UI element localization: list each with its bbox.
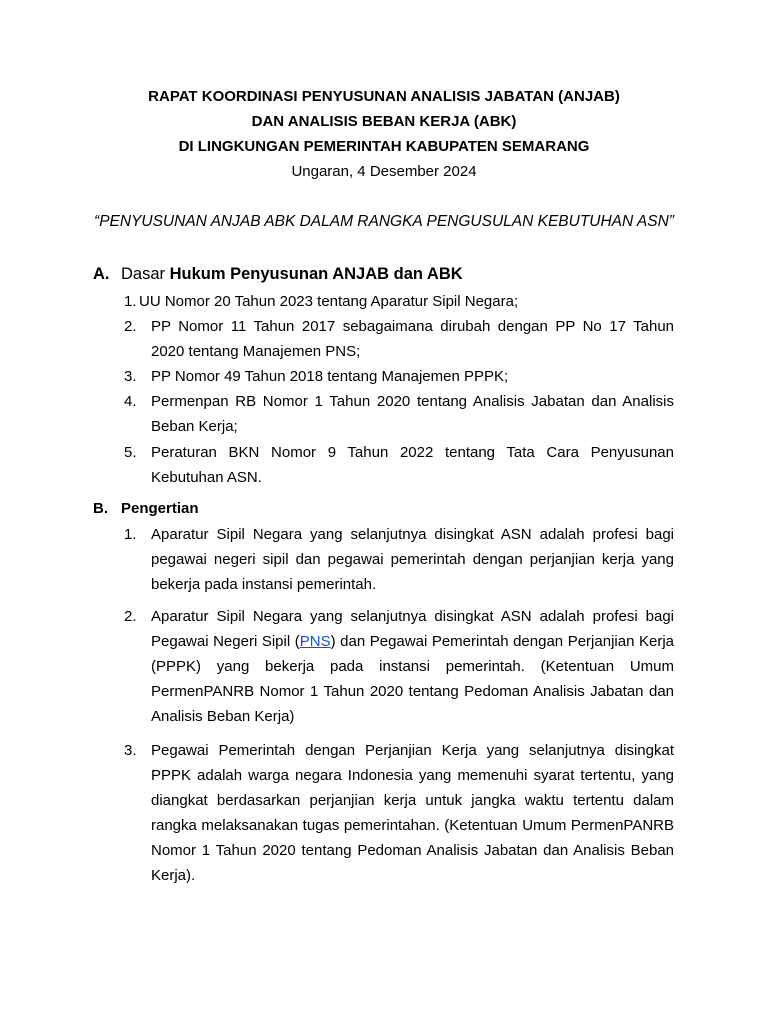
title-line-1: RAPAT KOORDINASI PENYUSUNAN ANALISIS JABATAN (ANJAB) bbox=[148, 88, 620, 105]
item-text-after-link: ) dan Pegawai Pemerintah dengan Perjanjian Kerja (PPPK) yang bekerja pada instansi pemerintah. (Ketentuan Umum PermenPANRB Nomor 1 Tahun 2020 tentang Pedoman Analisis Jabatan dan Analisis Beban Kerja) bbox=[151, 633, 674, 725]
item-number: 1. bbox=[124, 526, 137, 543]
item-number: 4. bbox=[124, 393, 137, 410]
title-line-2: DAN ANALISIS BEBAN KERJA (ABK) bbox=[251, 113, 517, 130]
section-b-title: Pengertian bbox=[121, 500, 199, 517]
pns-link[interactable]: PNS bbox=[299, 633, 331, 650]
item-text: PP Nomor 11 Tahun 2017 sebagaimana dirubah dengan PP No 17 Tahun 2020 tentang Manajemen PNS; bbox=[151, 318, 674, 360]
item-number: 3. bbox=[124, 368, 137, 385]
section-a-item bbox=[124, 314, 674, 364]
item-text: Peraturan BKN Nomor 9 Tahun 2022 tentang Tata Cara Penyusunan Kebutuhan ASN. bbox=[151, 444, 674, 486]
section-a-title-part2: Hukum Penyusunan ANJAB dan ABK bbox=[169, 265, 463, 283]
section-a-item bbox=[124, 289, 674, 314]
section-a-item bbox=[124, 389, 674, 439]
section-b-item bbox=[124, 522, 674, 597]
item-text: PP Nomor 49 Tahun 2018 tentang Manajemen PPPK; bbox=[151, 368, 509, 385]
section-a-heading bbox=[93, 262, 463, 287]
section-b-item bbox=[124, 738, 674, 888]
item-text: Permenpan RB Nomor 1 Tahun 2020 tentang Analisis Jabatan dan Analisis Beban Kerja; bbox=[151, 393, 674, 435]
item-text: Pegawai Pemerintah dengan Perjanjian Kerja yang selanjutnya disingkat PPPK adalah warga negara Indonesia yang memenuhi syarat tertentu, yang diangkat berdasarkan perjanjian kerja untuk jangka waktu tertentu dalam rangka melaksanakan tugas pemerintahan. (Ketentuan Umum PermenPANRB Nomor 1 Tahun 2020 tentang Pedoman Analisis Jabatan dan Analisis Beban Kerja). bbox=[151, 742, 674, 884]
section-b-item bbox=[124, 604, 674, 729]
section-a-letter: A. bbox=[93, 265, 110, 283]
title-line-3: DI LINGKUNGAN PEMERINTAH KABUPATEN SEMARANG bbox=[178, 138, 590, 155]
section-a-item bbox=[124, 364, 674, 389]
item-number: 3. bbox=[124, 742, 137, 759]
item-text: Aparatur Sipil Negara yang selanjutnya disingkat ASN adalah profesi bagi pegawai negeri sipil dan pegawai pemerintah dengan perjanjian kerja yang bekerja pada instansi pemerintah. bbox=[151, 526, 674, 593]
item-number: 5. bbox=[124, 444, 137, 461]
item-text: UU Nomor 20 Tahun 2023 tentang Aparatur Sipil Negara; bbox=[139, 293, 519, 310]
section-b-heading bbox=[93, 496, 199, 521]
item-text bbox=[124, 604, 674, 729]
item-text-before-link: Aparatur Sipil Negara yang selanjutnya disingkat ASN adalah profesi bagi Pegawai Negeri Sipil ( bbox=[151, 608, 674, 650]
section-b-letter: B. bbox=[93, 500, 108, 517]
section-a-title-part1: Dasar bbox=[121, 265, 166, 283]
date-line: Ungaran, 4 Desember 2024 bbox=[291, 163, 477, 180]
section-a-item bbox=[124, 440, 674, 490]
item-number: 1. bbox=[124, 293, 137, 310]
item-number: 2. bbox=[124, 318, 137, 335]
document-header bbox=[0, 84, 768, 184]
theme-line: “PENYUSUNAN ANJAB ABK DALAM RANGKA PENGUSULAN KEBUTUHAN ASN” bbox=[94, 213, 674, 230]
item-number: 2. bbox=[124, 608, 137, 625]
